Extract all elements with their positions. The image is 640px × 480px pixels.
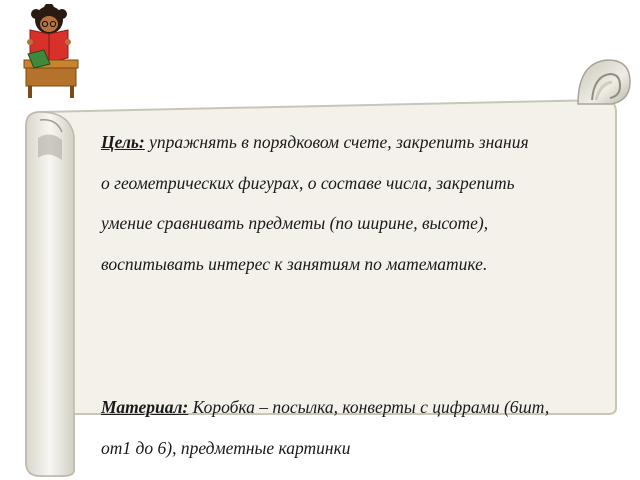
goal-label: Цель: — [101, 132, 145, 152]
material-line-2: от1 до 6), предметные картинки — [101, 437, 351, 458]
slide-content — [101, 128, 611, 474]
goal-line-1 — [101, 128, 611, 169]
goal-line-3: умение сравнивать предметы (по ширине, высоте), — [101, 213, 489, 233]
scroll-right-curl — [578, 60, 630, 104]
material-text: Коробка – посылка, конверты с цифрами (6шт, — [192, 397, 550, 417]
material-label: Материал: — [101, 397, 189, 417]
scroll-left-roll — [26, 112, 74, 476]
spacer — [101, 290, 611, 393]
reading-child-illustration — [18, 4, 80, 100]
goal-text: упражнять в порядковом счете, закрепить знания — [149, 132, 529, 152]
material-line-1 — [101, 393, 611, 434]
goal-line-2: о геометрических фигурах, о составе числа, закрепить — [101, 172, 515, 193]
goal-line-4: воспитывать интерес к занятиям по математике. — [101, 253, 488, 274]
